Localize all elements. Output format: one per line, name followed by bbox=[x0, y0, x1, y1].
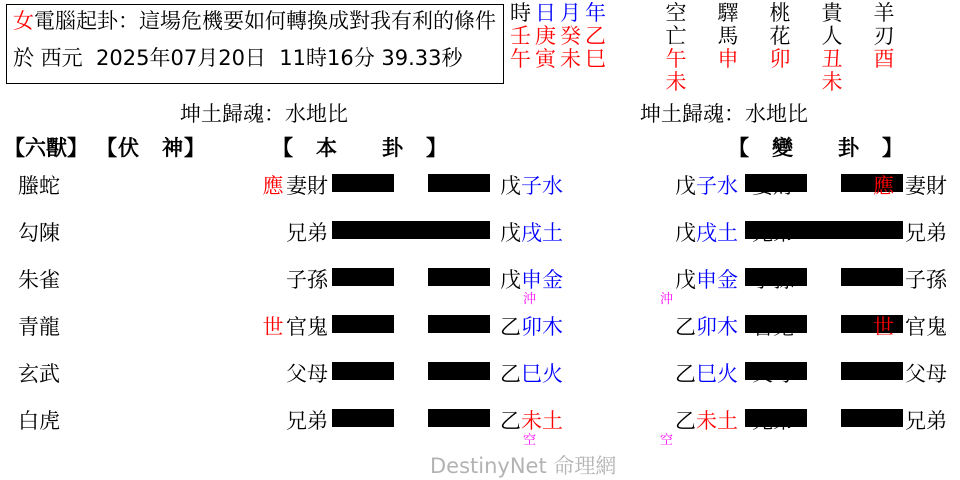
ying-shi-mark-left: 世 bbox=[262, 315, 284, 339]
najia-left-stem: 戊 bbox=[500, 221, 521, 245]
liuqin-left-group bbox=[238, 311, 328, 341]
najia-right bbox=[628, 217, 738, 247]
yao-segment bbox=[745, 315, 807, 333]
najia-left-branch: 巳火 bbox=[521, 362, 563, 386]
sub-mark-right: 空 bbox=[660, 433, 674, 448]
table-row bbox=[0, 303, 960, 349]
yao-line-left bbox=[332, 174, 490, 192]
yao-line-left bbox=[332, 268, 490, 286]
shensha-r4-c4: 未 bbox=[821, 70, 843, 94]
beast-label: 朱雀 bbox=[18, 268, 60, 292]
pillar-stem-month: 癸 bbox=[560, 24, 581, 48]
najia-left-stem: 戊 bbox=[500, 268, 521, 292]
column-header-fushen: 【伏 神】 bbox=[96, 136, 206, 160]
liuqin-left-group bbox=[238, 217, 328, 247]
najia-right-stem: 乙 bbox=[675, 315, 696, 339]
yao-segment bbox=[332, 174, 394, 192]
yao-segment bbox=[428, 362, 490, 380]
yao-segment bbox=[745, 268, 807, 286]
pillar-branch-year: 巳 bbox=[585, 47, 606, 71]
yao-line-right bbox=[745, 221, 903, 239]
pillar-labels-row bbox=[508, 2, 618, 25]
liuqin-left: 父母 bbox=[286, 362, 328, 386]
ying-shi-mark-right: 應 bbox=[873, 174, 894, 198]
pillar-label-hour: 時 bbox=[510, 1, 531, 25]
najia-right bbox=[628, 170, 738, 200]
bian-gua-title: 坤土歸魂：水地比 bbox=[640, 102, 808, 126]
yao-segment bbox=[428, 268, 490, 286]
pillar-stem-day: 庚 bbox=[535, 24, 556, 48]
shensha-r3-c1: 午 bbox=[665, 47, 687, 71]
yao-line-right bbox=[745, 409, 903, 427]
shensha-r2-c2: 馬 bbox=[717, 24, 739, 48]
shensha-r1-c4: 貴 bbox=[821, 1, 843, 25]
liuqin-right: 兄弟 bbox=[905, 221, 947, 245]
yao-line-right bbox=[745, 362, 903, 380]
shensha-r3-c4: 丑 bbox=[821, 47, 843, 71]
najia-left-branch: 子水 bbox=[521, 174, 563, 198]
najia-right bbox=[628, 405, 738, 435]
yao-segment bbox=[332, 221, 490, 239]
liuqin-left: 兄弟 bbox=[286, 409, 328, 433]
shensha-r2-c4: 人 bbox=[821, 24, 843, 48]
pillar-label-day: 日 bbox=[535, 1, 556, 25]
yao-segment bbox=[841, 362, 903, 380]
pillar-label-month: 月 bbox=[560, 1, 581, 25]
yao-line-left bbox=[332, 315, 490, 333]
pillar-branch-day: 寅 bbox=[535, 47, 556, 71]
liuqin-right: 兄弟 bbox=[905, 409, 947, 433]
liuqin-right: 父母 bbox=[905, 362, 947, 386]
najia-right-branch: 巳火 bbox=[696, 362, 738, 386]
shensha-row-2 bbox=[650, 25, 950, 48]
ying-shi-mark-right: 世 bbox=[873, 315, 894, 339]
najia-left bbox=[500, 311, 563, 341]
yao-segment bbox=[841, 268, 903, 286]
najia-right-stem: 戊 bbox=[675, 221, 696, 245]
liuqin-left: 妻財 bbox=[286, 174, 328, 198]
header-box bbox=[6, 4, 504, 84]
column-header-beasts: 【六獸】 bbox=[4, 136, 88, 160]
time-value: 11時16分 39.33秒 bbox=[279, 46, 463, 70]
pillar-branches-row bbox=[508, 48, 618, 71]
najia-right-branch: 未土 bbox=[696, 409, 738, 433]
beast-label: 螣蛇 bbox=[18, 174, 60, 198]
shensha-row-1 bbox=[650, 2, 950, 25]
najia-right bbox=[628, 311, 738, 341]
liuqin-left-group bbox=[238, 358, 328, 388]
sub-mark-left: 空 bbox=[523, 433, 537, 448]
shensha-row-4 bbox=[650, 71, 950, 94]
liuqin-left-group bbox=[238, 170, 328, 200]
yao-segment bbox=[745, 362, 807, 380]
yao-segment bbox=[428, 409, 490, 427]
beast-label: 勾陳 bbox=[18, 221, 60, 245]
shensha-r1-c2: 驛 bbox=[717, 1, 739, 25]
table-row bbox=[0, 350, 960, 396]
yao-line-left bbox=[332, 409, 490, 427]
najia-right-stem: 乙 bbox=[675, 409, 696, 433]
yao-segment bbox=[841, 409, 903, 427]
table-row bbox=[0, 162, 960, 208]
column-header-bengua: 【 本 卦 】 bbox=[272, 136, 448, 160]
header-question: 電腦起卦：這場危機要如何轉換成對我有利的條件 bbox=[34, 9, 496, 33]
najia-left bbox=[500, 358, 563, 388]
pillar-label-year: 年 bbox=[585, 1, 606, 25]
column-header-biangua: 【 變 卦 】 bbox=[728, 136, 904, 160]
gender-label: 女 bbox=[13, 9, 34, 33]
najia-left bbox=[500, 217, 563, 247]
yao-segment bbox=[745, 221, 903, 239]
pillar-stem-hour: 壬 bbox=[510, 24, 531, 48]
najia-right bbox=[628, 264, 738, 294]
yao-segment bbox=[745, 409, 807, 427]
table-row bbox=[0, 397, 960, 448]
yao-segment bbox=[332, 315, 394, 333]
shensha-r1-c1: 空 bbox=[665, 1, 687, 25]
najia-right-stem: 戊 bbox=[675, 268, 696, 292]
yao-segment bbox=[332, 268, 394, 286]
sub-mark-left: 沖 bbox=[523, 292, 537, 307]
shensha-r3-c2: 申 bbox=[717, 47, 739, 71]
liuqin-right: 妻財 bbox=[905, 174, 947, 198]
beast-label: 玄武 bbox=[18, 362, 60, 386]
shensha-r2-c5: 刃 bbox=[873, 24, 895, 48]
date-value: 2025年07月20日 bbox=[96, 46, 266, 70]
liuqin-right: 官鬼 bbox=[905, 315, 947, 339]
yao-segment bbox=[332, 362, 394, 380]
ying-shi-mark-left: 應 bbox=[262, 174, 284, 198]
najia-right-branch: 卯木 bbox=[696, 315, 738, 339]
yao-segment bbox=[428, 315, 490, 333]
beast-label: 青龍 bbox=[18, 315, 60, 339]
shensha-r2-c1: 亡 bbox=[665, 24, 687, 48]
yao-line-left bbox=[332, 221, 490, 239]
header-line-1 bbox=[13, 8, 496, 34]
najia-right-stem: 乙 bbox=[675, 362, 696, 386]
yao-segment bbox=[745, 174, 807, 192]
shensha-r4-c1: 未 bbox=[665, 70, 687, 94]
table-row bbox=[0, 256, 960, 307]
najia-right-branch: 子水 bbox=[696, 174, 738, 198]
yao-line-left bbox=[332, 362, 490, 380]
shensha-table bbox=[650, 2, 950, 94]
ben-gua-title: 坤土歸魂：水地比 bbox=[180, 102, 348, 126]
yao-segment bbox=[332, 409, 394, 427]
pillar-stems-row bbox=[508, 25, 618, 48]
yao-segment bbox=[428, 174, 490, 192]
liuqin-left: 兄弟 bbox=[286, 221, 328, 245]
liuqin-left: 子孫 bbox=[286, 268, 328, 292]
liuqin-left-group bbox=[238, 405, 328, 435]
liuqin-left: 官鬼 bbox=[286, 315, 328, 339]
najia-left-branch: 申金 bbox=[521, 268, 563, 292]
najia-left-branch: 未土 bbox=[521, 409, 563, 433]
najia-right bbox=[628, 358, 738, 388]
table-row bbox=[0, 209, 960, 255]
watermark: DestinyNet 命理網 bbox=[430, 454, 617, 478]
beast-label: 白虎 bbox=[18, 409, 60, 433]
najia-left-stem: 乙 bbox=[500, 315, 521, 339]
najia-right-branch: 申金 bbox=[696, 268, 738, 292]
najia-left bbox=[500, 170, 563, 200]
najia-right-branch: 戌土 bbox=[696, 221, 738, 245]
liuqin-right: 子孫 bbox=[905, 268, 947, 292]
shensha-r1-c5: 羊 bbox=[873, 1, 895, 25]
yao-line-right bbox=[745, 268, 903, 286]
pillar-branch-hour: 午 bbox=[510, 47, 531, 71]
najia-left-branch: 戌土 bbox=[521, 221, 563, 245]
pillar-branch-month: 未 bbox=[560, 47, 581, 71]
pillar-stem-year: 乙 bbox=[585, 24, 606, 48]
najia-left-stem: 戊 bbox=[500, 174, 521, 198]
najia-left-stem: 乙 bbox=[500, 362, 521, 386]
shensha-r3-c5: 酉 bbox=[873, 47, 895, 71]
shensha-r3-c3: 卯 bbox=[769, 47, 791, 71]
shensha-r1-c3: 桃 bbox=[769, 1, 791, 25]
liuqin-left-group bbox=[238, 264, 328, 294]
sub-mark-right: 沖 bbox=[660, 292, 674, 307]
shensha-row-3 bbox=[650, 48, 950, 71]
four-pillars bbox=[508, 2, 618, 71]
najia-left-branch: 卯木 bbox=[521, 315, 563, 339]
header-line-2 bbox=[13, 45, 463, 71]
date-prefix: 於 西元 bbox=[13, 46, 83, 70]
najia-right-stem: 戊 bbox=[675, 174, 696, 198]
shensha-r2-c3: 花 bbox=[769, 24, 791, 48]
najia-left-stem: 乙 bbox=[500, 409, 521, 433]
